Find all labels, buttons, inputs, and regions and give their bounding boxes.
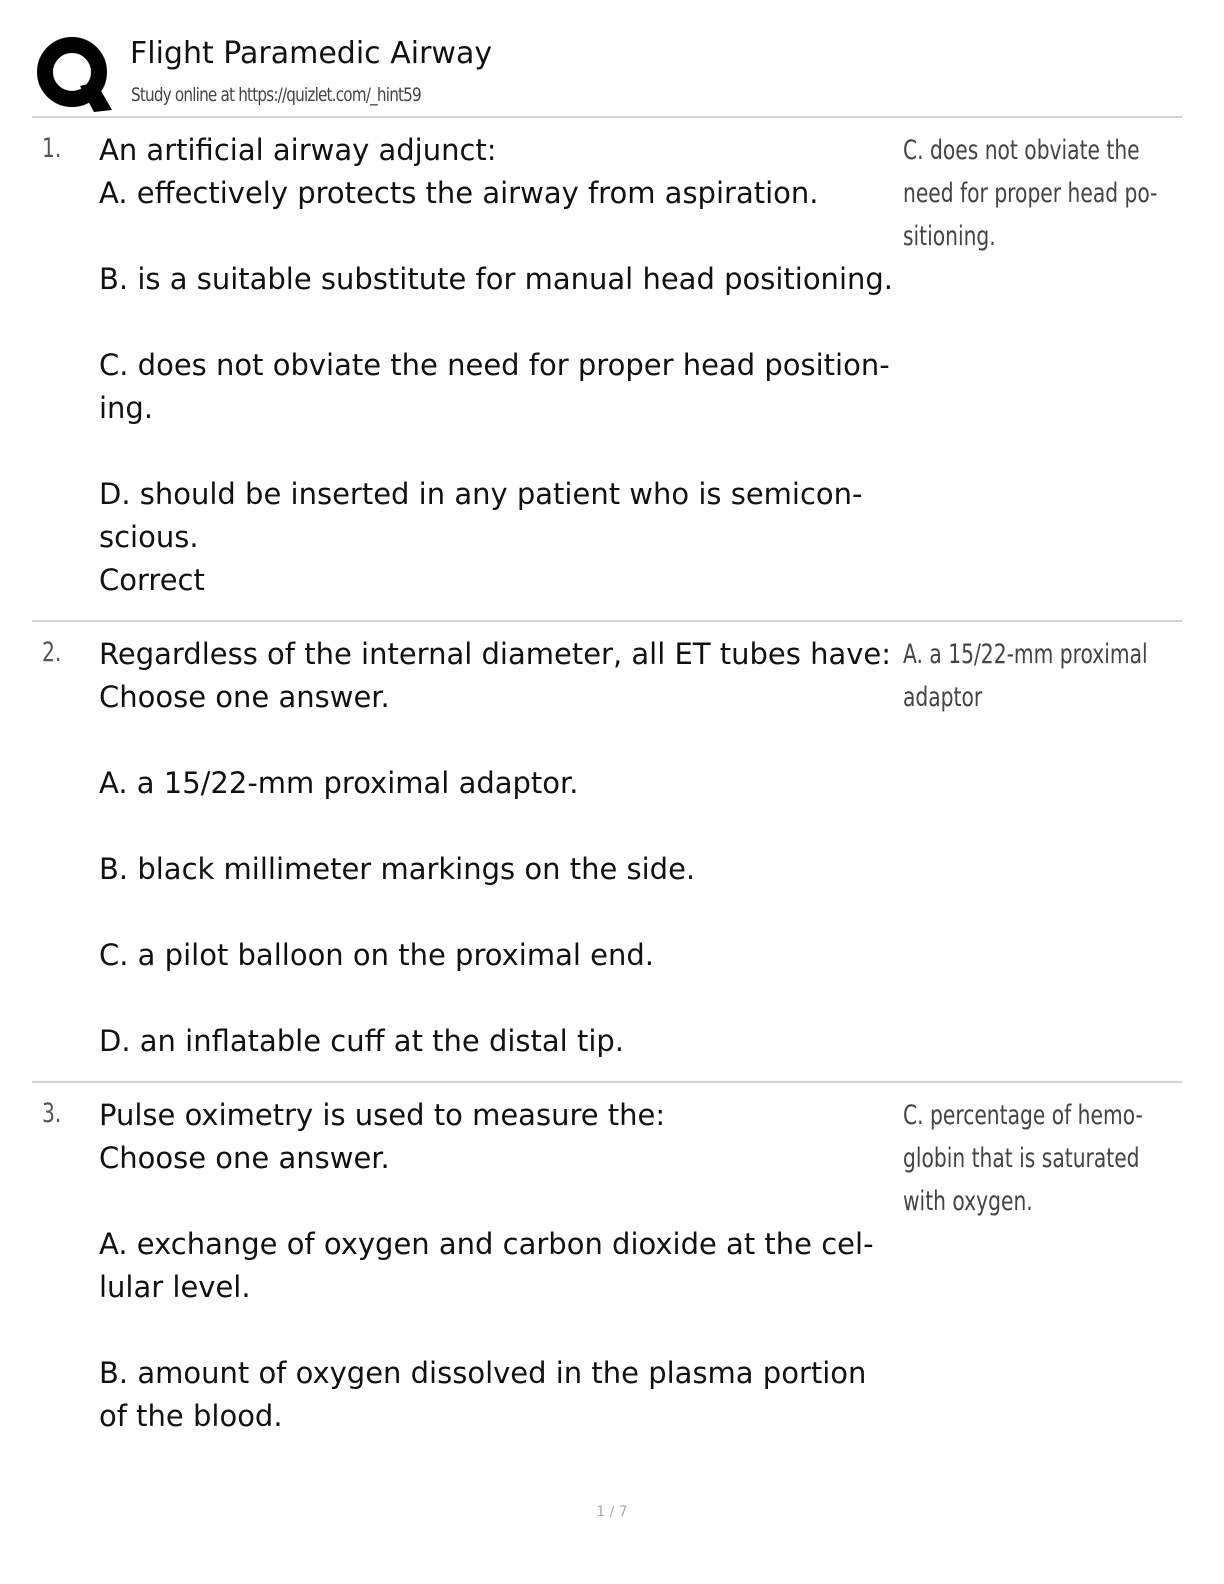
definition-line: need for proper head po-	[903, 178, 1158, 209]
term-line: B. black millimeter markings on the side.	[99, 852, 696, 886]
term-line: A. a 15/22-mm proximal adaptor.	[99, 766, 579, 800]
definition-line: C. percentage of hemo-	[903, 1100, 1143, 1131]
term-line	[99, 977, 899, 1020]
card-divider	[32, 620, 1182, 622]
study-online-link[interactable]: Study online at https://quizlet.com/_hint59	[131, 84, 421, 106]
header-divider	[32, 116, 1182, 118]
term-line: lular level.	[99, 1270, 251, 1304]
term-line: Correct	[99, 563, 205, 597]
term-line: Choose one answer.	[99, 680, 390, 714]
term-line: Regardless of the internal diameter, all ET tubes have:	[99, 637, 892, 671]
card-term	[99, 1094, 899, 1438]
term-line: ing.	[99, 391, 154, 425]
term-line	[99, 719, 899, 762]
term-line: scious.	[99, 520, 199, 554]
term-line: Pulse oximetry is used to measure the:	[99, 1098, 666, 1132]
page-header	[32, 30, 1182, 116]
term-line	[99, 805, 899, 848]
card-definition	[903, 633, 1181, 719]
quizlet-q-logo-icon	[34, 34, 114, 114]
definition-line: globin that is saturated	[903, 1143, 1140, 1174]
term-line: D. should be inserted in any patient who is semicon-	[99, 477, 863, 511]
term-line: C. a pilot balloon on the proximal end.	[99, 938, 654, 972]
definition-line: adaptor	[903, 682, 983, 713]
term-line	[99, 891, 899, 934]
card-term	[99, 633, 899, 1063]
definition-line: C. does not obviate the	[903, 135, 1140, 166]
term-line	[99, 215, 899, 258]
card-number: 2.	[42, 637, 62, 668]
card-number: 1.	[42, 133, 62, 164]
card-definition	[903, 1094, 1181, 1223]
term-line: A. effectively protects the airway from aspiration.	[99, 176, 819, 210]
definition-line: sitioning.	[903, 221, 996, 252]
term-line	[99, 430, 899, 473]
term-line: An artificial airway adjunct:	[99, 133, 497, 167]
term-line	[99, 1309, 899, 1352]
term-line: B. amount of oxygen dissolved in the plasma portion	[99, 1356, 867, 1390]
card-term	[99, 129, 899, 602]
term-line: of the blood.	[99, 1399, 283, 1433]
term-line	[99, 301, 899, 344]
term-line	[99, 1180, 899, 1223]
term-line: Choose one answer.	[99, 1141, 390, 1175]
card-definition	[903, 129, 1181, 258]
page-number: 1 / 7	[596, 1504, 628, 1520]
term-line: D. an inflatable cuff at the distal tip.	[99, 1024, 625, 1058]
card-number: 3.	[42, 1098, 62, 1129]
definition-line: with oxygen.	[903, 1186, 1033, 1217]
term-line: B. is a suitable substitute for manual head positioning.	[99, 262, 894, 296]
term-line: C. does not obviate the need for proper head position-	[99, 348, 890, 382]
card-divider	[32, 1081, 1182, 1083]
definition-line: A. a 15/22-mm proximal	[903, 639, 1148, 670]
term-line: A. exchange of oxygen and carbon dioxide at the cel-	[99, 1227, 874, 1261]
set-title: Flight Paramedic Airway	[130, 36, 493, 71]
